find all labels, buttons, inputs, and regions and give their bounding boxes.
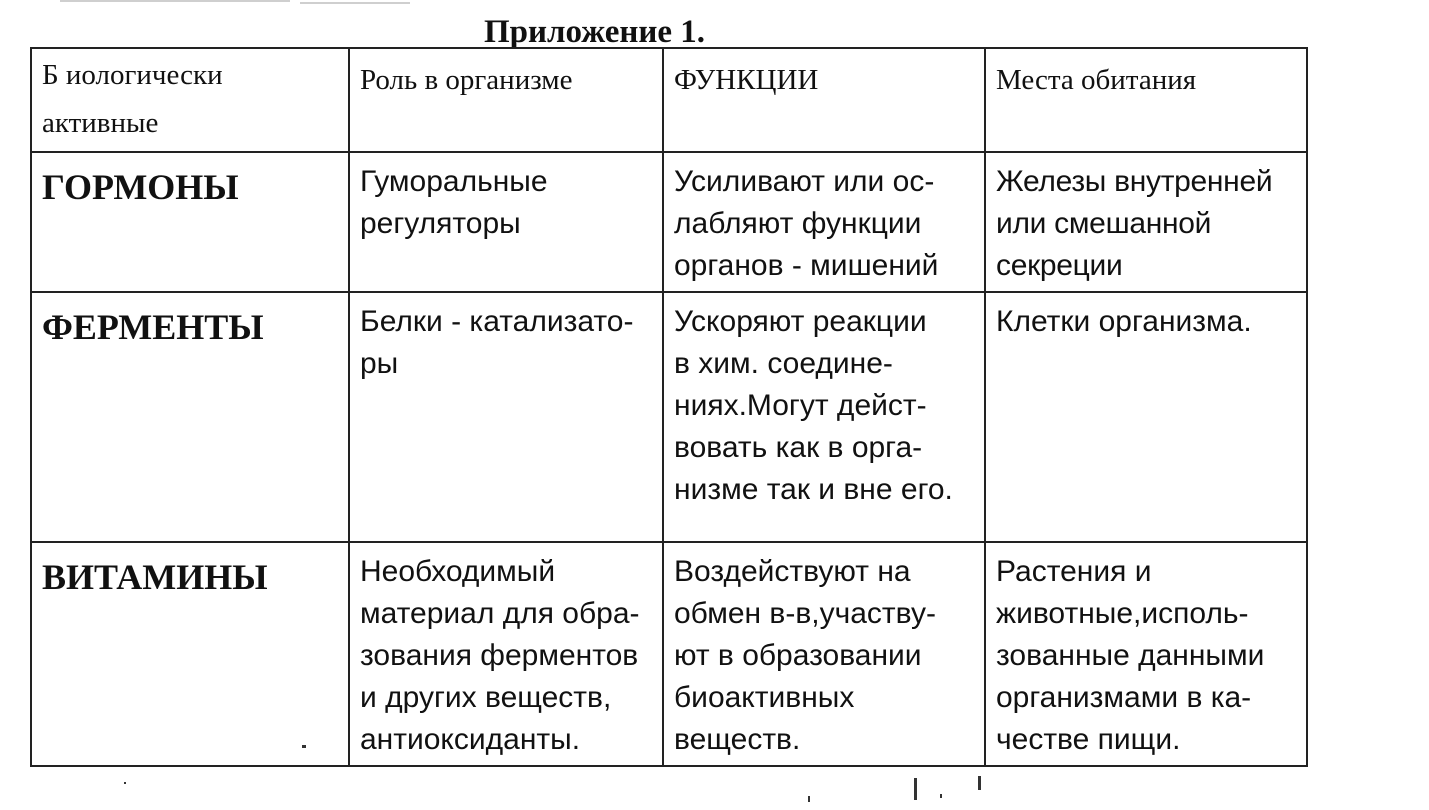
- bioactive-substances-table: [30, 47, 1308, 767]
- habitat-cell: [985, 152, 1307, 292]
- table-header-row: [31, 48, 1307, 152]
- role-cell: [349, 292, 663, 542]
- scan-speck: [124, 782, 126, 784]
- header-col4: Места обитания: [996, 64, 1197, 96]
- functions-cell: [663, 542, 985, 766]
- scan-speck: [808, 796, 810, 802]
- functions-cell: [663, 152, 985, 292]
- habitat-text: Клетки организма.: [996, 305, 1252, 338]
- habitat-text: Железы внутренней или смешанной секреции: [996, 165, 1273, 282]
- header-col2: Роль в организме: [360, 64, 573, 96]
- name-cell: [31, 152, 349, 292]
- scan-edge-line: [60, 0, 290, 2]
- name-cell: [31, 292, 349, 542]
- habitat-cell: [985, 292, 1307, 542]
- role-cell: [349, 152, 663, 292]
- functions-cell: [663, 292, 985, 542]
- header-cell: [985, 48, 1307, 152]
- header-col1: Б иологически активные: [42, 59, 223, 139]
- functions-text: Воздействуют на обмен в-в,участву- ют в образовании биоактивных веществ.: [674, 555, 936, 756]
- role-text: Необходимый материал для обра- зования ферментов и других веществ, антиоксиданты.: [360, 555, 640, 756]
- functions-text: Ускоряют реакции в хим. соедине- ниях.Могут дейст- вовать как в орга- низме так и вне его.: [674, 305, 953, 506]
- header-col3: ФУНКЦИИ: [674, 64, 819, 96]
- scan-speck: [302, 745, 306, 748]
- scan-edge-line: [300, 2, 410, 4]
- name-cell: [31, 542, 349, 766]
- functions-text: Усиливают или ос- лабляют функции органов - мишений: [674, 165, 939, 282]
- page-title: Приложение 1.: [484, 14, 706, 50]
- substance-name: ФЕРМЕНТЫ: [42, 307, 264, 347]
- table-row: [31, 292, 1307, 542]
- header-cell: [31, 48, 349, 152]
- header-cell: [663, 48, 985, 152]
- scan-speck: [914, 778, 917, 800]
- role-cell: [349, 542, 663, 766]
- substance-name: ВИТАМИНЫ: [42, 557, 268, 597]
- substance-name: ГОРМОНЫ: [42, 167, 239, 207]
- table-row: [31, 152, 1307, 292]
- scan-speck: [940, 794, 942, 798]
- scan-speck: [978, 776, 981, 790]
- habitat-cell: [985, 542, 1307, 766]
- header-cell: [349, 48, 663, 152]
- role-text: Белки - катализато- ры: [360, 305, 634, 380]
- table-row: [31, 542, 1307, 766]
- habitat-text: Растения и животные,исполь- зованные данными организмами в ка- честве пищи.: [996, 555, 1265, 756]
- role-text: Гуморальные регуляторы: [360, 165, 548, 240]
